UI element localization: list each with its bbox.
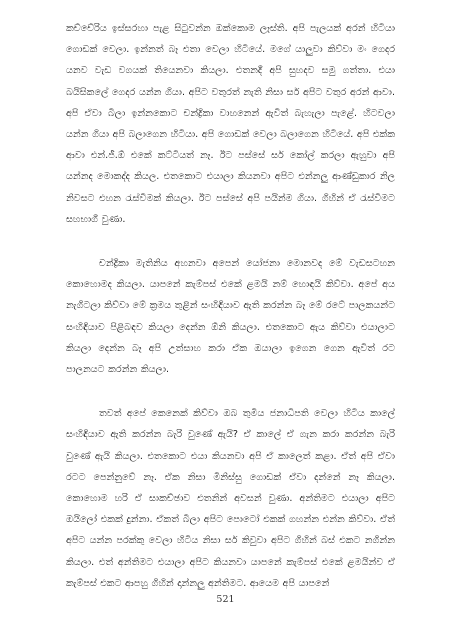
paragraph-2: චන්ද්‍රිකා මැතිනිය අහනවා අපෙන් යෝජනා මොනවද මේ වැඩසටහන කොහොමද කියලා. යාපනේ කැම්පස් එකේ ළමයි නම් හොඳයි කිව්වා. අපේ අය නැගිටලා කිව්වා මේ ක්‍රමය තුළින් සංහිඳියාව ඇති කරන්න බෑ මේ රටේ පාලකයන්ට සංහිඳියාව පිළිබඳව කියලා දෙන්න ඕනි කියලා. එතකොට ඇය කිව්වා එයාලාට කියලා දෙන්න බෑ අපි උත්සාහ කරා ඒක ඔයාලා ඉගෙන ගෙන ඇවිත් රට පාලනයට කරන්න කියලා. <box>66 258 395 376</box>
page-number: 521 <box>216 594 235 605</box>
paragraph-3: තවත් අපේ කෙනෙක් කිව්වා ඔබ තුමිය ජනාධිපති වෙලා හිටිය කාලේ සංහිඳියාව ඇති කරන්න බැරි වුණේ ඇයි? ඒ කාලේ ඒ ගැන කරා කරන්න බැරි වුණේ ඇයි කියලා. එතකොට එයා කියනවා අපි ඒ කාලෙත් කළා. ඒත් අපි ඒවා රටට පෙන්නුවේ නෑ. ඒක නිසා මිනිස්සු ගොඩක් ඒවා දන්නේ නෑ කියලා. කොහොම හරි ඒ සාකච්ඡාව එතනින් අවසන් වුණා. අන්තිමට එයාලා අපිට ඔයිලෝ එකක් දුන්නා. ඒකත් බීලා අපිට පොටෝ එකක් ගහන්න එන්න කිව්වා. ඒත් අපිට යන්න පරක්කු වෙලා හිටිය නිසා සර් කිවුවා අපිට ගිහින් බස් එකට නගින්න කියලා. එත් අන්තිමට එයාලා අපිට කියනවා යාපනේ කැම්පස් එකේ ළමයින්ව ඒ කැම්පස් එකට ආපහු ගිහින් දාන්නලු අන්තිමට. ආයෙම අපි යාපනේ <box>66 408 395 589</box>
paragraph-1: කච්චේරිය ඉස්සරහා පැළ සිටුවන්න ඔක්කොම ලෑස්ති. අපි පැලයක් අරන් හිටියා ගොඩක් වෙලා. ඉන්නත් බෑ එතා වෙලා හිටියේ. මගේ යාලුවා කිව්වා මං ගෙදර යනව වැඩ වගයක් තියෙනවා කියලා. එතනදී අපි සුහදව සමු ගත්තා. එයා බයිසිකලේ ගෙදර යන්න ගියා. අපිට වතුරත් නැති නිසා සර් අපිට වතුර අරන් ආවා. අපි ඒවා බීලා ඉන්නකොට චන්ද්‍රිකා වාහනෙන් ඇවිත් බැහැලා පැළේ. හිටවලා යන්න ගියා අපි බලාගෙන හිටියා. අපි ගොඩක් වෙලා බලාගෙන හිටියේ. අපි එක්ක ආවා එන්.ජී.ඕ එකේ කට්ටියත් නෑ. ඊට පස්සේ සර් කෝල් කරලා ඇහුවා අපි යන්නද මොකද්ද කියල. එතකොට එයාලා කියනවා අපිට එන්නලු ආණ්ඩුකාර නිල නිවසට එහන රැස්වීමක් කියලා. ඊට පස්සේ අපි පයින්ම ගියා. ගිහින් ඒ රැස්වීමට සහභාගී වුණා. <box>66 23 395 225</box>
body-text <box>66 18 395 594</box>
